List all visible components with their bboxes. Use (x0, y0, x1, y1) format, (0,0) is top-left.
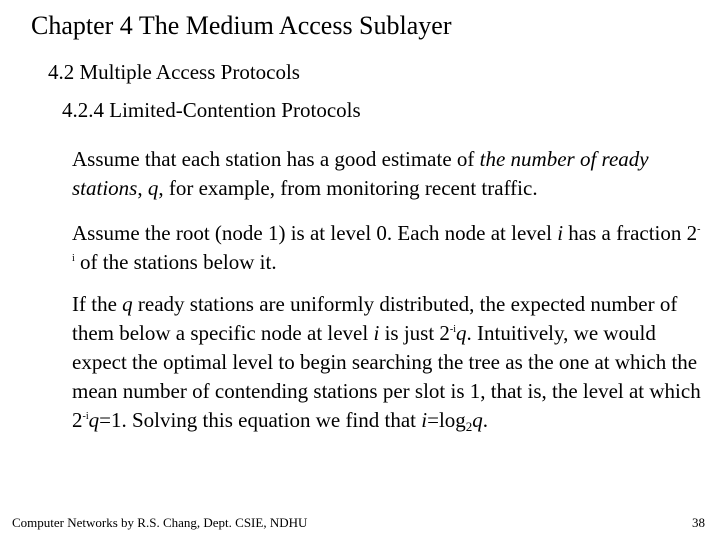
section-title: 4.2 Multiple Access Protocols (48, 60, 300, 84)
paragraph-optimal-level: If the q ready stations are uniformly distributed, the expected number of them below a specific node at level i is just $2^{-i}q$. Intuitively, we would expect the optimal level to begin searching the tree as the one at which the mean number of contending stations per slot is 1, that is, the level at which $2^{-i}q=1$. Solving this equation we find that $i=\log_2q$. (72, 292, 701, 434)
subsection-title: 4.2.4 Limited-Contention Protocols (62, 98, 361, 122)
paragraph-root-level: Assume the root (node 1) is at level 0. Each node at level i has a fraction $2^{-i}$ of the stations below it. (72, 221, 701, 274)
footer-credit: Computer Networks by R.S. Chang, Dept. CSIE, NDHU (12, 515, 308, 530)
chapter-title: Chapter 4 The Medium Access Sublayer (31, 11, 452, 40)
paragraph-ready-stations: Assume that each station has a good estimate of the number of ready stations, q, for example, from monitoring recent traffic. (72, 147, 649, 200)
page-number: 38 (692, 515, 705, 530)
